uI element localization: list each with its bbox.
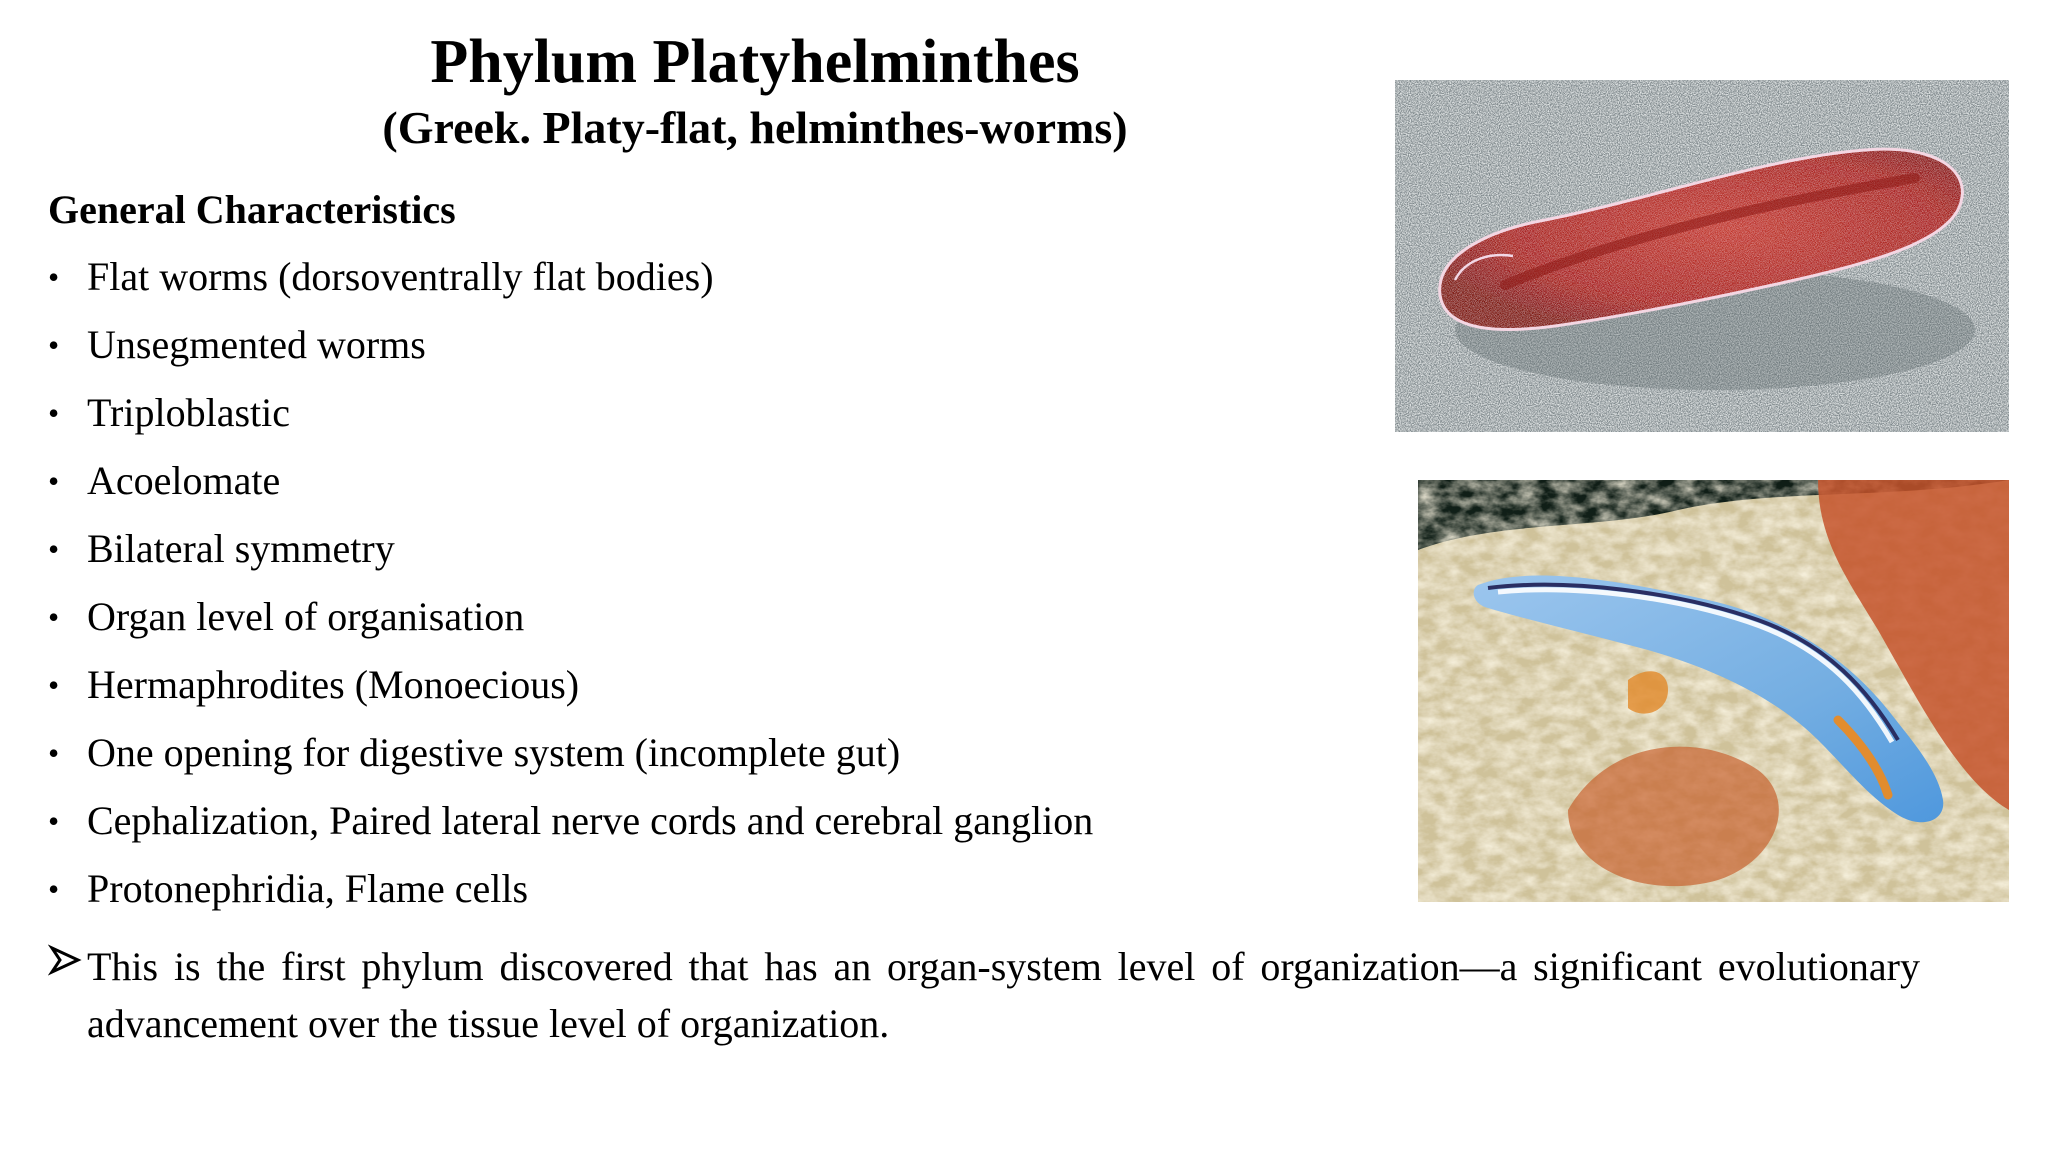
list-item (48, 860, 1348, 928)
bullet-icon: • (48, 599, 60, 635)
list-item (48, 316, 1348, 384)
list-item (48, 792, 1348, 860)
list-item (48, 520, 1348, 588)
list-item (48, 724, 1348, 792)
bullet-icon: • (48, 259, 60, 295)
list-item-text: Hermaphrodites (Monoecious) (87, 662, 580, 707)
list-item-text: Bilateral symmetry (87, 526, 395, 571)
list-item (48, 656, 1348, 724)
blue-flatworm-photo (1418, 480, 2009, 902)
bullet-icon: • (48, 871, 60, 907)
bullet-icon: • (48, 395, 60, 431)
bullet-icon: • (48, 327, 60, 363)
summary-note (48, 938, 1920, 1052)
arrowhead-bullet-icon (48, 938, 84, 995)
list-item (48, 248, 1348, 316)
list-item-text: Organ level of organisation (87, 594, 525, 639)
list-item (48, 452, 1348, 520)
summary-note-text: This is the first phylum discovered that has an organ-system level of organization—a significant evolutionary advancement over the tissue level of organization. (87, 944, 1920, 1046)
bullet-icon: • (48, 463, 60, 499)
bullet-icon: • (48, 531, 60, 567)
list-item-text: Acoelomate (87, 458, 281, 503)
list-item-text: Flat worms (dorsoventrally flat bodies) (87, 254, 714, 299)
section-heading: General Characteristics (48, 187, 456, 232)
list-item (48, 588, 1348, 656)
bullet-icon: • (48, 735, 60, 771)
red-flatworm-photo (1395, 80, 2009, 432)
blue-flatworm-image (1418, 480, 2009, 902)
bullet-icon: • (48, 667, 60, 703)
slide-title: Phylum Platyhelminthes (430, 28, 1080, 96)
list-item-text: Unsegmented worms (87, 322, 426, 367)
list-item-text: Triploblastic (87, 390, 290, 435)
red-flatworm-image (1395, 80, 2009, 432)
slide-subtitle: (Greek. Platy-flat, helminthes-worms) (382, 102, 1128, 153)
list-item-text: Cephalization, Paired lateral nerve cords and cerebral ganglion (87, 798, 1094, 843)
list-item (48, 384, 1348, 452)
list-item-text: One opening for digestive system (incomplete gut) (87, 730, 901, 775)
characteristics-list (48, 248, 1348, 928)
bullet-icon: • (48, 803, 60, 839)
list-item-text: Protonephridia, Flame cells (87, 866, 529, 911)
